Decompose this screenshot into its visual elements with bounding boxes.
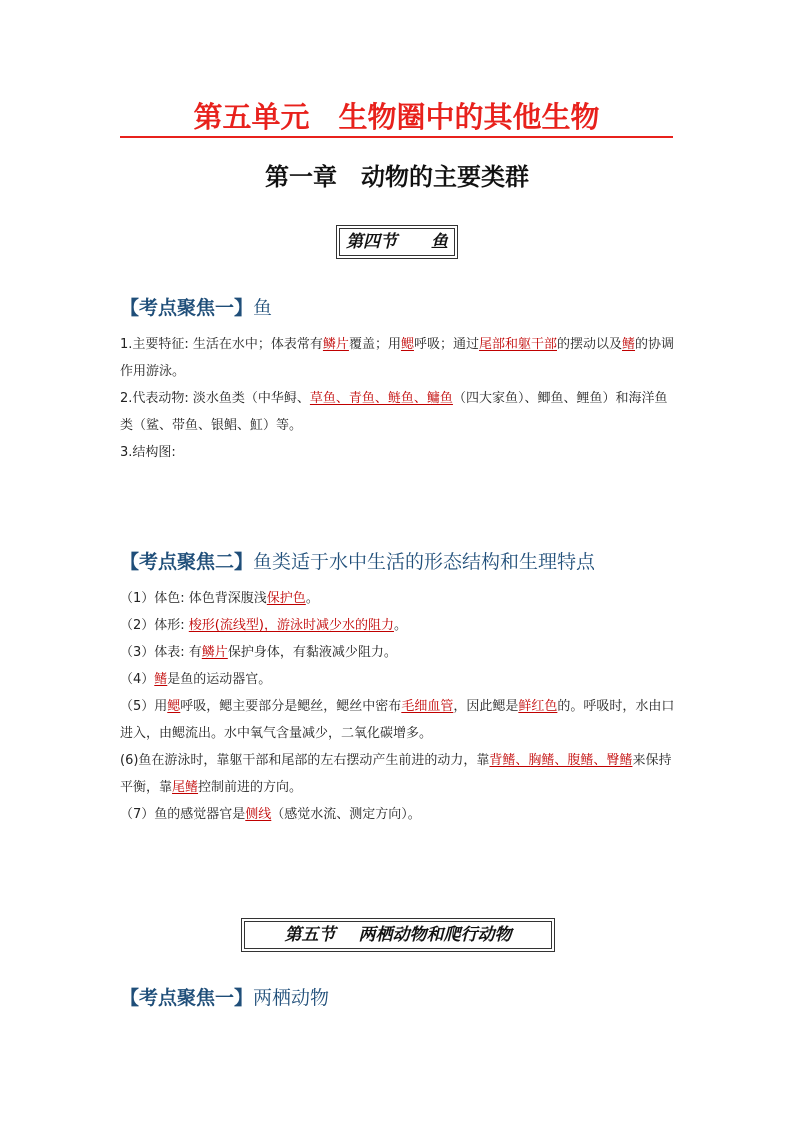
keyword: 毛细血管 [401,699,454,714]
keyword: 鳍 [622,337,636,352]
focus-1-heading [120,294,272,322]
keyword: 尾部和躯干部 [478,337,557,352]
focus-3-bracket: 【考点聚焦一】 [120,987,254,1009]
keyword: 侧线 [245,807,272,822]
keyword: 梭形(流线型)，游泳时减少水的阻力 [188,618,394,633]
text: （1）体色: 体色背深腹浅 [120,591,267,606]
keyword: 鳃 [400,337,414,352]
keyword: 鳍 [154,672,168,687]
keyword: 背鳍、胸鳍、腹鳍、臀鳍 [489,753,633,768]
text: 呼吸；通过 [413,337,479,352]
text: 保护身体，有黏液减少阻力。 [227,645,397,660]
text: 。 [393,618,407,633]
unit-title: 第五单元 生物圈中的其他生物 [120,100,673,138]
text: （7）鱼的感觉器官是 [120,807,246,822]
text: 来保持平衡，靠 [120,753,672,795]
focus-2-content [120,585,680,828]
text: （四大家鱼）、鲫鱼、鲤鱼）和海洋鱼类（鲨、带鱼、银鲳、魟）等。 [120,391,668,433]
keyword: 鳞片 [322,337,349,352]
line-4 [120,666,680,693]
keyword: 保护色 [266,591,306,606]
section-4-title: 第四节 鱼 [339,228,455,256]
chapter-title: 第一章 动物的主要类群 [265,163,529,191]
keyword: 鲜红色 [518,699,558,714]
item-1 [120,331,680,385]
focus-2-text: 鱼类适于水中生活的形态结构和生理特点 [253,551,596,573]
line-5 [120,693,680,747]
focus-1-content [120,331,680,466]
focus-1-text: 鱼 [253,297,273,319]
text: 控制前进的方向。 [198,780,303,795]
keyword: 尾鳍 [172,780,199,795]
focus-2-bracket: 【考点聚焦二】 [120,551,254,573]
text: 是鱼的运动器官。 [167,672,272,687]
text: （5）用 [120,699,168,714]
text: 2.代表动物: 淡水鱼类（中华鲟、 [120,391,310,406]
section-4-box [336,225,458,259]
item-2 [120,385,680,439]
text: ，因此鳃是 [453,699,519,714]
line-2 [120,612,680,639]
text: 的摆动以及 [557,337,623,352]
keyword: 草鱼、青鱼、鲢鱼、鳙鱼 [309,391,453,406]
text: 的。呼吸时，水由口进入，由鳃流出。水中氧气含量减少，二氧化碳增多。 [120,699,675,741]
keyword: 鳃 [167,699,181,714]
text: （2）体形: [120,618,189,633]
line-1 [120,585,680,612]
text: 的协调作用游泳。 [120,337,675,379]
section-5-title: 第五节 两栖动物和爬行动物 [244,921,552,949]
item-3: 3.结构图: [120,445,176,460]
text: （3）体表: 有 [120,645,202,660]
text: 。 [305,591,319,606]
text: 覆盖；用 [348,337,401,352]
focus-3-text: 两栖动物 [253,987,330,1009]
line-7 [120,801,680,828]
line-6 [120,747,680,801]
text: 呼吸，鳃主要部分是鳃丝，鳃丝中密布 [180,699,402,714]
focus-2-heading [120,548,595,576]
keyword: 鳞片 [201,645,228,660]
text: (6)鱼在游泳时，靠躯干部和尾部的左右摆动产生前进的动力，靠 [120,753,490,768]
text: （4） [120,672,155,687]
text: （感觉水流、测定方向）。 [271,807,421,822]
text: 1.主要特征: 生活在水中；体表常有 [120,337,323,352]
focus-1-bracket: 【考点聚焦一】 [120,297,254,319]
line-3 [120,639,680,666]
focus-3-heading [120,984,329,1012]
section-5-box [241,918,555,952]
